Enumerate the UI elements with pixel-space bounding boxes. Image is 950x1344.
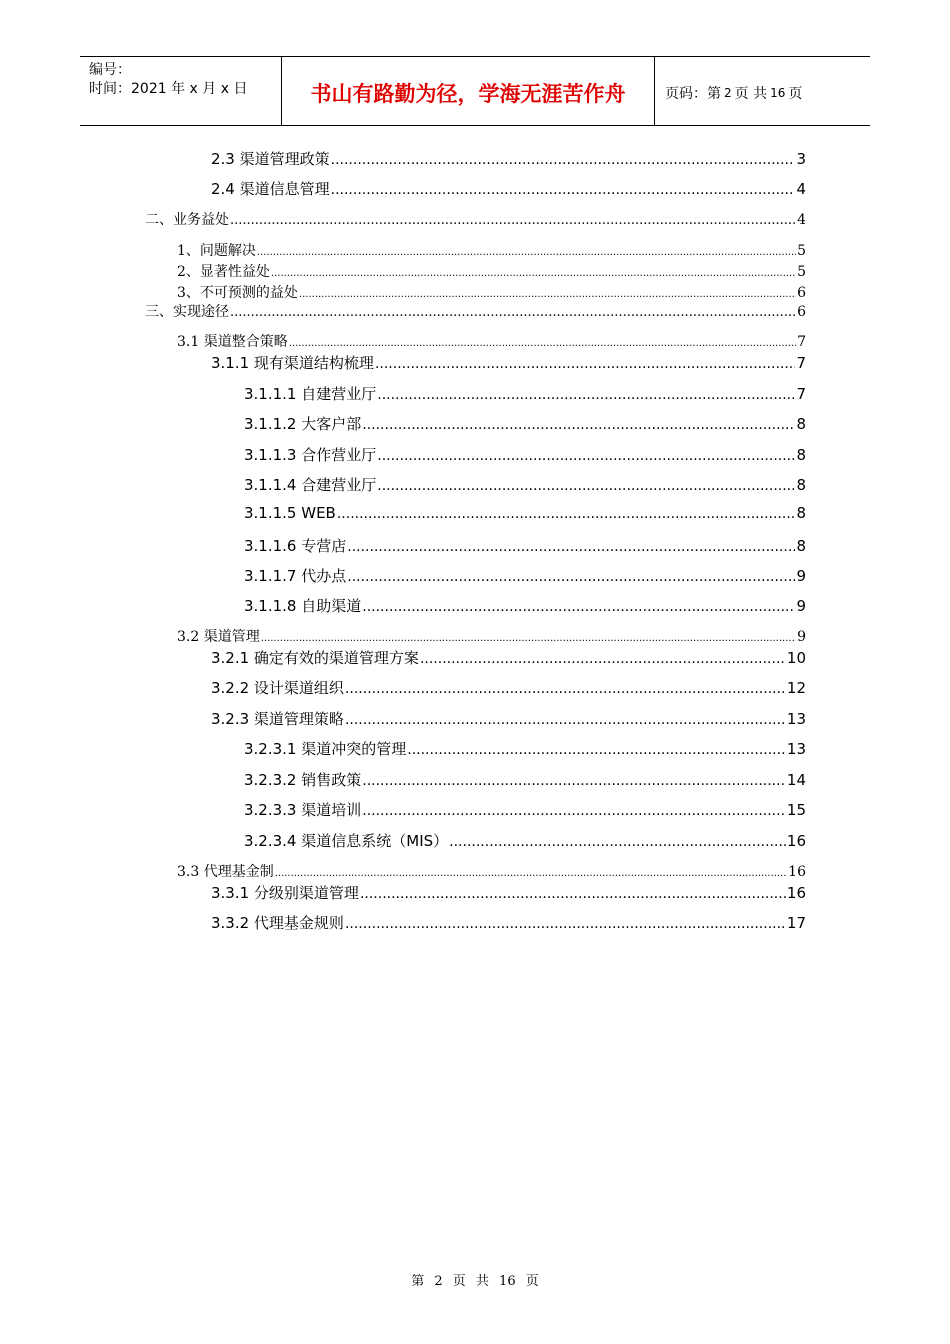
toc-entry-title: 3.3.2 代理基金规则: [211, 914, 344, 932]
toc-entry-page: 9: [796, 567, 806, 585]
toc-entry[interactable]: [244, 413, 806, 434]
toc-entry[interactable]: [244, 799, 806, 820]
toc-entry-title: 3.3.1 分级别渠道管理: [211, 884, 359, 902]
toc-entry-title: 3.1.1.4 合建营业厅: [244, 476, 377, 494]
toc-entry[interactable]: [211, 148, 806, 169]
toc-entry-page: 8: [796, 415, 806, 433]
toc-leader: [407, 742, 786, 758]
toc-leader: [337, 506, 796, 522]
toc-entry[interactable]: [211, 912, 806, 933]
toc-leader: [257, 247, 796, 258]
toc-entry[interactable]: [244, 738, 806, 759]
toc-leader: [289, 338, 796, 349]
toc-entry-page: 9: [796, 597, 806, 615]
toc-entry[interactable]: [244, 830, 806, 851]
toc-entry-title: 3.1.1.6 专营店: [244, 537, 347, 555]
toc-entry-title: 3.1.1.8 自助渠道: [244, 597, 362, 615]
header-motto: 书山有路勤为径，学海无涯苦作舟: [282, 57, 655, 125]
toc-entry[interactable]: [177, 626, 806, 646]
toc-entry-page: 7: [796, 385, 806, 403]
toc-entry-page: 6: [797, 304, 806, 320]
toc-leader: [362, 803, 786, 819]
toc-entry[interactable]: [177, 282, 806, 302]
toc-entry[interactable]: [177, 240, 806, 260]
toc-entry-page: 8: [796, 504, 806, 522]
toc-leader: [345, 916, 786, 932]
toc-entry-title: 3.1 渠道整合策略: [177, 334, 288, 350]
toc-entry[interactable]: [244, 535, 806, 556]
toc-leader: [347, 539, 795, 555]
toc-leader: [275, 868, 787, 879]
toc-entry-title: 三、实现途径: [145, 304, 229, 320]
toc-leader: [362, 417, 795, 433]
toc-leader: [230, 305, 796, 320]
toc-entry-title: 1、问题解决: [177, 243, 256, 259]
toc-entry-page: 8: [796, 476, 806, 494]
header-page-info: [655, 57, 870, 125]
toc-entry[interactable]: [211, 178, 806, 199]
toc-leader: [261, 633, 796, 644]
toc-entry-title: 3.2.3.2 销售政策: [244, 771, 362, 789]
toc-entry-page: 13: [786, 710, 806, 728]
toc-entry-page: 14: [786, 771, 806, 789]
toc-entry-page: 8: [796, 537, 806, 555]
toc-leader: [230, 213, 796, 228]
toc-entry-page: 16: [786, 832, 806, 850]
toc-leader: [362, 599, 795, 615]
toc-entry-page: 6: [797, 285, 806, 301]
page-footer: 第 2 页 共 16 页: [411, 1274, 539, 1289]
toc-entry-page: 13: [786, 740, 806, 758]
toc-entry-title: 3.1.1 现有渠道结构梳理: [211, 354, 374, 372]
toc-entry-title: 二、业务益处: [145, 212, 229, 228]
toc-leader: [331, 182, 796, 198]
toc-entry[interactable]: [211, 677, 806, 698]
page-prefix: 页码：第: [665, 86, 721, 102]
toc-entry-page: 4: [796, 180, 806, 198]
toc-entry-title: 3.2.2 设计渠道组织: [211, 679, 344, 697]
toc-entry-page: 4: [797, 212, 806, 228]
toc-entry-title: 3.2 渠道管理: [177, 629, 260, 645]
toc-entry[interactable]: [244, 595, 806, 616]
toc-entry[interactable]: [244, 474, 806, 495]
header-meta: [80, 57, 282, 125]
toc-entry-page: 16: [788, 864, 806, 880]
toc-entry-title: 3、不可预测的益处: [177, 285, 298, 301]
toc-leader: [271, 268, 796, 279]
toc-entry-page: 16: [786, 884, 806, 902]
toc-entry-title: 3.2.3.1 渠道冲突的管理: [244, 740, 407, 758]
toc-entry-page: 12: [786, 679, 806, 697]
toc-leader: [362, 773, 786, 789]
toc-leader: [449, 834, 786, 850]
toc-entry[interactable]: [177, 331, 806, 351]
toc-entry[interactable]: [177, 261, 806, 281]
toc-entry-title: 3.2.1 确定有效的渠道管理方案: [211, 649, 419, 667]
toc-leader: [377, 387, 795, 403]
document-number-label: 编号：: [89, 62, 131, 78]
toc-leader: [377, 448, 795, 464]
toc-entry-title: 2.3 渠道管理政策: [211, 150, 330, 168]
toc-leader: [331, 152, 796, 168]
toc-entry-title: 3.1.1.7 代办点: [244, 567, 347, 585]
toc-entry-title: 3.2.3.4 渠道信息系统（MIS）: [244, 832, 449, 850]
page-header: [80, 56, 870, 126]
toc-entry-title: 3.2.3 渠道管理策略: [211, 710, 344, 728]
toc-entry[interactable]: [145, 209, 806, 229]
toc-entry[interactable]: [244, 444, 806, 465]
toc-entry[interactable]: [177, 861, 806, 881]
toc-entry[interactable]: [211, 882, 806, 903]
toc-entry-page: 17: [786, 914, 806, 932]
toc-entry[interactable]: [211, 708, 806, 729]
toc-entry[interactable]: [244, 769, 806, 790]
toc-entry[interactable]: [211, 647, 806, 668]
toc-leader: [420, 651, 786, 667]
toc-leader: [375, 356, 796, 372]
toc-entry-title: 3.1.1.2 大客户部: [244, 415, 362, 433]
toc-entry-title: 3.1.1.1 自建营业厅: [244, 385, 377, 403]
page-suffix: 页: [788, 86, 803, 102]
page-total: 16: [770, 86, 786, 100]
toc-entry-title: 3.2.3.3 渠道培训: [244, 801, 362, 819]
toc-entry-page: 8: [796, 446, 806, 464]
document-time-label: 时间：2021 年 x 月 x 日: [89, 81, 248, 97]
toc-entry-page: 7: [797, 334, 806, 350]
toc-entry-page: 5: [797, 264, 806, 280]
toc-entry-page: 9: [797, 629, 806, 645]
toc-leader: [377, 478, 795, 494]
toc-entry-title: 2、显著性益处: [177, 264, 270, 280]
toc-entry-title: 3.1.1.5 WEB: [244, 504, 336, 522]
toc-entry[interactable]: [244, 565, 806, 586]
toc-leader: [345, 681, 786, 697]
toc-entry-title: 3.1.1.3 合作营业厅: [244, 446, 377, 464]
toc-entry-page: 15: [786, 801, 806, 819]
toc-entry-title: 2.4 渠道信息管理: [211, 180, 330, 198]
toc-entry-page: 10: [786, 649, 806, 667]
page-current: 2: [724, 86, 732, 100]
toc-entry-title: 3.3 代理基金制: [177, 864, 274, 880]
toc-entry-page: 3: [796, 150, 806, 168]
toc-leader: [360, 886, 786, 902]
page-mid: 页 共: [734, 86, 768, 102]
toc-leader: [347, 569, 795, 585]
toc-entry[interactable]: [211, 352, 806, 373]
toc-entry[interactable]: [244, 383, 806, 404]
toc-entry-page: 7: [796, 354, 806, 372]
toc-entry[interactable]: [244, 504, 806, 522]
toc-leader: [345, 712, 786, 728]
toc-entry[interactable]: [145, 301, 806, 321]
toc-entry-page: 5: [797, 243, 806, 259]
toc-leader: [299, 289, 796, 300]
